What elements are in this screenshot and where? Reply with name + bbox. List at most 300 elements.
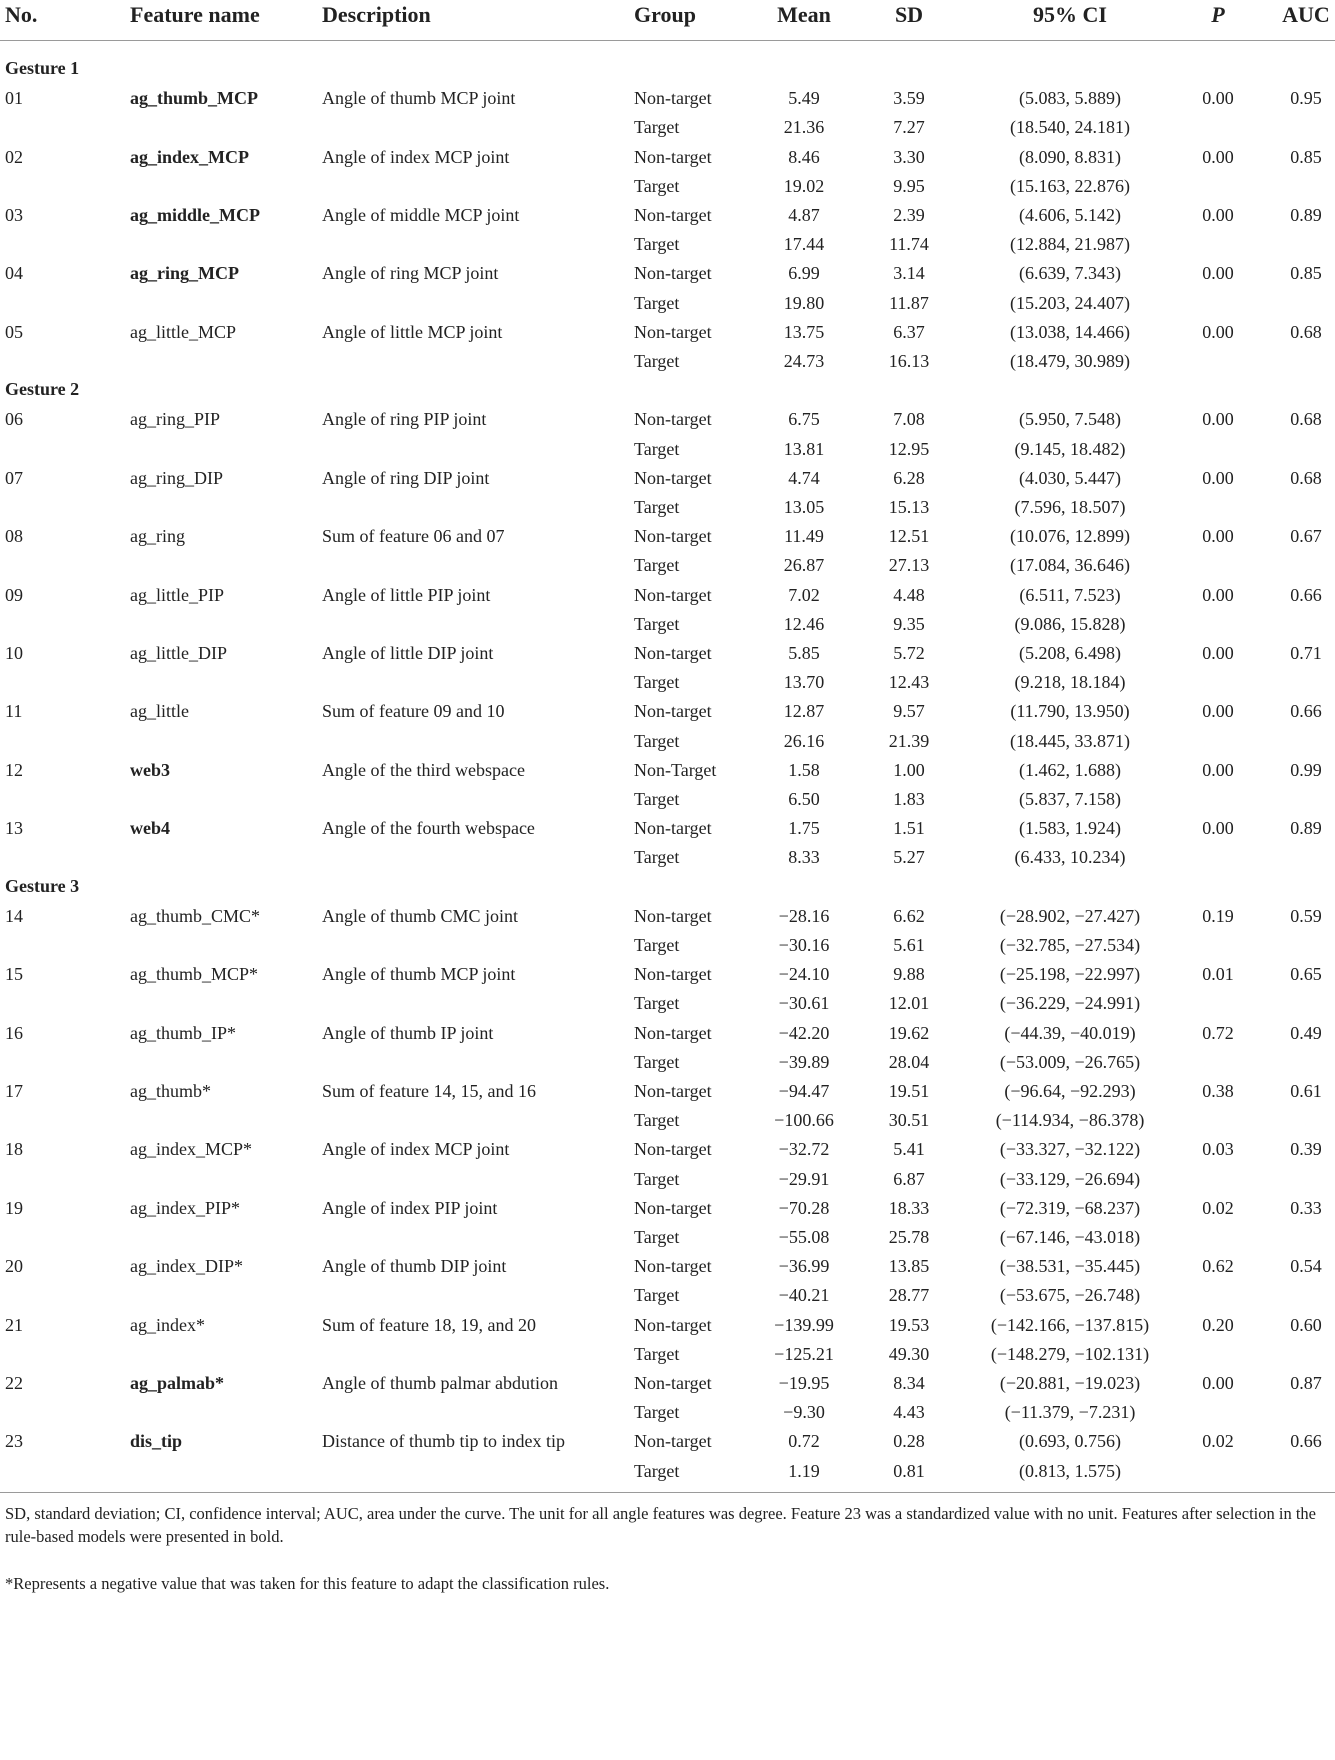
cell-mean: 1.58: [788, 759, 820, 780]
table-header: [0, 0, 1335, 42]
cell-feature-name: dis_tip: [130, 1431, 183, 1452]
cell-sd: 11.87: [889, 292, 929, 313]
header-group: Group: [634, 2, 696, 27]
cell-sd: 0.28: [893, 1431, 925, 1452]
cell-auc: 0.66: [1290, 584, 1322, 605]
cell-auc: 0.68: [1290, 409, 1322, 430]
table-row: [0, 934, 1335, 967]
cell-feature-name: ag_ring_DIP: [130, 467, 223, 488]
cell-auc: 0.65: [1290, 964, 1322, 985]
cell-group: Target: [634, 1343, 680, 1364]
section-label: Gesture 1: [5, 58, 80, 78]
cell-ci: (−38.531, −35.445): [999, 1256, 1141, 1277]
cell-sd: 21.39: [888, 730, 930, 751]
cell-mean: 13.70: [783, 672, 825, 693]
table-row: [0, 584, 1335, 617]
table-row: [0, 467, 1335, 500]
section-label: Gesture 3: [5, 875, 80, 896]
table-row: [0, 963, 1335, 996]
cell-p: 0.20: [1202, 1314, 1234, 1335]
cell-p: 0.72: [1202, 1022, 1234, 1043]
table-row: [0, 1284, 1335, 1317]
table-row: [0, 1168, 1335, 1201]
cell-feature-name: ag_little: [130, 701, 189, 722]
cell-sd: 27.13: [888, 555, 930, 576]
cell-description: Angle of little DIP joint: [322, 643, 494, 663]
cell-sd: 25.78: [888, 1227, 930, 1247]
cell-no: 16: [5, 1022, 23, 1043]
cell-mean: −24.10: [778, 964, 830, 985]
cell-group: Non-Target: [634, 759, 717, 780]
cell-description: Angle of little MCP joint: [322, 321, 503, 342]
header-ci: 95% CI: [1033, 2, 1107, 27]
cell-no: 14: [5, 905, 23, 926]
cell-mean: 26.16: [783, 730, 825, 751]
cell-description: Angle of thumb palmar abdution: [322, 1373, 558, 1393]
cell-mean: 13.75: [783, 321, 825, 342]
cell-group: Non-target: [634, 818, 712, 839]
cell-feature-name: ag_middle_MCP: [130, 205, 260, 225]
cell-sd: 28.04: [888, 1051, 930, 1072]
cell-group: Target: [634, 613, 680, 634]
cell-sd: 1.83: [893, 789, 925, 809]
cell-no: 02: [5, 146, 23, 167]
cell-ci: (13.038, 14.466): [1010, 321, 1130, 342]
footnote-asterisk: *Represents a negative value that was taken for this feature to adapt the classification rules.: [5, 1574, 610, 1593]
cell-sd: 5.61: [893, 935, 925, 955]
cell-p: 0.00: [1202, 643, 1234, 663]
cell-sd: 19.53: [888, 1314, 930, 1335]
cell-description: Angle of index PIP joint: [322, 1197, 498, 1218]
cell-auc: 0.49: [1290, 1022, 1322, 1043]
cell-ci: (−36.229, −24.991): [999, 993, 1141, 1014]
cell-mean: 12.87: [783, 701, 825, 722]
cell-description: Distance of thumb tip to index tip: [322, 1431, 565, 1452]
cell-sd: 3.30: [893, 146, 925, 167]
cell-mean: 19.80: [783, 292, 825, 313]
table-row: [0, 671, 1335, 704]
table-row: [0, 525, 1335, 558]
cell-mean: −19.95: [778, 1373, 830, 1393]
cell-no: 06: [5, 409, 23, 430]
cell-no: 13: [5, 818, 23, 839]
cell-sd: 5.27: [893, 847, 925, 868]
cell-ci: (11.790, 13.950): [1010, 701, 1130, 722]
cell-auc: 0.95: [1290, 88, 1322, 109]
cell-ci: (0.813, 1.575): [1019, 1460, 1121, 1481]
cell-group: Target: [634, 1285, 680, 1306]
table-row: [0, 846, 1335, 879]
cell-no: 23: [5, 1431, 23, 1452]
cell-sd: 30.51: [888, 1110, 930, 1131]
cell-p: 0.01: [1202, 964, 1234, 985]
cell-auc: 0.89: [1290, 205, 1322, 225]
footnote-abbreviations: SD, standard deviation; CI, confidence interval; AUC, area under the curve. The unit for all angle features was degree. Feature 23 was a standardized value with no unit. Features after selection in the rule-based models were presented in bold.: [5, 1504, 1316, 1546]
cell-group: Non-target: [634, 263, 712, 284]
cell-sd: 28.77: [888, 1285, 930, 1306]
cell-no: 22: [5, 1373, 23, 1393]
cell-sd: 3.14: [893, 263, 925, 284]
table-row: [0, 233, 1335, 266]
cell-group: Non-target: [634, 964, 712, 985]
cell-description: Sum of feature 14, 15, and 16: [322, 1081, 536, 1101]
cell-group: Non-target: [634, 321, 712, 342]
cell-feature-name: ag_ring: [130, 526, 185, 547]
cell-mean: 21.36: [783, 117, 825, 138]
cell-mean: −39.89: [778, 1051, 830, 1072]
table-row: [0, 146, 1335, 179]
cell-mean: −36.99: [778, 1256, 830, 1277]
header-auc: AUC: [1282, 2, 1330, 27]
cell-p: 0.00: [1202, 146, 1234, 167]
cell-sd: 7.27: [893, 117, 925, 138]
cell-mean: 13.05: [783, 497, 825, 517]
cell-mean: 5.85: [788, 643, 820, 663]
cell-feature-name: ag_little_DIP: [130, 643, 227, 663]
cell-ci: (4.606, 5.142): [1019, 205, 1121, 225]
cell-no: 08: [5, 526, 23, 547]
cell-mean: 8.46: [788, 146, 820, 167]
cell-sd: 19.62: [888, 1022, 930, 1043]
cell-ci: (−44.39, −40.019): [1004, 1022, 1136, 1043]
table-row: [0, 642, 1335, 675]
cell-no: 21: [5, 1314, 23, 1335]
cell-ci: (−53.009, −26.765): [999, 1051, 1141, 1072]
cell-no: 03: [5, 205, 23, 225]
table-row: [0, 292, 1335, 325]
header-description: Description: [322, 2, 431, 27]
cell-p: 0.00: [1202, 759, 1234, 780]
table-row: [0, 905, 1335, 938]
table-row: [0, 116, 1335, 149]
cell-ci: (−142.166, −137.815): [990, 1314, 1150, 1335]
cell-no: 11: [5, 701, 23, 722]
table-row: [0, 204, 1335, 237]
cell-feature-name: ag_thumb_IP*: [130, 1022, 236, 1043]
cell-mean: 7.02: [788, 584, 820, 605]
cell-auc: 0.66: [1290, 701, 1322, 722]
cell-sd: 16.13: [888, 351, 930, 371]
table-row: [0, 817, 1335, 850]
cell-sd: 2.39: [893, 205, 925, 225]
cell-sd: 1.00: [893, 759, 925, 780]
header-p: P: [1211, 2, 1225, 27]
table-row: [0, 1255, 1335, 1288]
cell-group: Target: [634, 438, 680, 459]
cell-ci: (−96.64, −92.293): [1004, 1081, 1136, 1101]
cell-p: 0.62: [1202, 1256, 1234, 1277]
cell-sd: 5.41: [893, 1139, 925, 1160]
table-row: [0, 1109, 1335, 1142]
cell-mean: −139.99: [774, 1314, 834, 1335]
cell-group: Non-target: [634, 205, 712, 225]
cell-ci: (18.540, 24.181): [1010, 117, 1130, 138]
cell-group: Target: [634, 292, 680, 313]
cell-ci: (−25.198, −22.997): [999, 964, 1141, 985]
cell-no: 10: [5, 643, 23, 663]
cell-ci: (12.884, 21.987): [1010, 234, 1130, 255]
table-row: [0, 554, 1335, 587]
cell-sd: 6.62: [893, 905, 925, 926]
cell-sd: 4.43: [893, 1402, 925, 1423]
cell-description: Angle of thumb MCP joint: [322, 88, 516, 109]
cell-description: Angle of index MCP joint: [322, 1139, 510, 1160]
cell-mean: −30.61: [778, 993, 830, 1014]
table-row: [0, 1343, 1335, 1376]
cell-group: Target: [634, 1168, 680, 1189]
cell-group: Target: [634, 935, 680, 955]
cell-ci: (9.218, 18.184): [1014, 672, 1126, 693]
cell-ci: (5.950, 7.548): [1019, 409, 1121, 430]
cell-group: Target: [634, 497, 680, 517]
cell-p: 0.19: [1202, 905, 1234, 926]
cell-p: 0.02: [1202, 1197, 1234, 1218]
cell-group: Non-target: [634, 146, 712, 167]
cell-mean: −28.16: [778, 905, 830, 926]
cell-description: Angle of ring PIP joint: [322, 409, 487, 430]
cell-sd: 13.85: [888, 1256, 930, 1277]
table-row: [0, 262, 1335, 295]
table-row: [0, 321, 1335, 354]
cell-mean: 13.81: [783, 438, 825, 459]
cell-mean: 12.46: [783, 613, 825, 634]
cell-p: 0.38: [1202, 1081, 1234, 1101]
cell-group: Target: [634, 1402, 680, 1423]
table-row: [0, 1372, 1335, 1405]
cell-mean: −100.66: [774, 1110, 834, 1131]
cell-auc: 0.71: [1290, 643, 1322, 663]
bottom-rule: [0, 1492, 1335, 1493]
cell-feature-name: ag_index_DIP*: [130, 1256, 243, 1277]
cell-description: Angle of thumb CMC joint: [322, 905, 519, 926]
cell-feature-name: ag_thumb_CMC*: [130, 905, 261, 926]
cell-group: Target: [634, 175, 680, 196]
cell-ci: (−53.675, −26.748): [999, 1285, 1141, 1306]
table-row: [0, 613, 1335, 646]
cell-sd: 18.33: [888, 1197, 930, 1218]
cell-mean: 8.33: [788, 847, 820, 868]
cell-description: Angle of middle MCP joint: [322, 205, 520, 225]
cell-sd: 15.13: [888, 497, 930, 517]
cell-p: 0.00: [1202, 526, 1234, 547]
cell-mean: 1.19: [788, 1460, 820, 1481]
cell-auc: 0.66: [1290, 1431, 1322, 1452]
table-row: [0, 1460, 1335, 1493]
cell-auc: 0.61: [1290, 1081, 1322, 1101]
cell-ci: (15.163, 22.876): [1010, 175, 1130, 196]
cell-description: Angle of the fourth webspace: [322, 818, 535, 839]
cell-sd: 6.28: [893, 467, 925, 488]
cell-auc: 0.67: [1290, 526, 1322, 547]
cell-sd: 12.01: [888, 993, 930, 1014]
cell-group: Non-target: [634, 1139, 712, 1160]
cell-mean: 26.87: [783, 555, 825, 576]
cell-mean: −42.20: [778, 1022, 830, 1043]
cell-group: Target: [634, 993, 680, 1014]
cell-mean: 17.44: [783, 234, 825, 255]
cell-no: 17: [5, 1081, 23, 1101]
table-row: [0, 992, 1335, 1025]
cell-auc: 0.85: [1290, 146, 1322, 167]
cell-ci: (6.433, 10.234): [1014, 847, 1126, 868]
cell-ci: (18.445, 33.871): [1010, 730, 1130, 751]
cell-group: Non-target: [634, 467, 712, 488]
cell-group: Non-target: [634, 1256, 712, 1277]
table-row: [0, 175, 1335, 208]
table-row: [0, 496, 1335, 529]
cell-ci: (6.639, 7.343): [1019, 263, 1121, 284]
cell-auc: 0.60: [1290, 1314, 1322, 1335]
cell-mean: 6.99: [788, 263, 820, 284]
cell-group: Non-target: [634, 701, 712, 722]
header-sd: SD: [894, 2, 924, 27]
cell-feature-name: ag_index_PIP*: [130, 1197, 240, 1218]
cell-p: 0.00: [1202, 205, 1234, 225]
table-row: [0, 1401, 1335, 1434]
cell-feature-name: ag_ring_MCP: [130, 263, 239, 284]
cell-p: 0.00: [1202, 321, 1234, 342]
cell-auc: 0.87: [1290, 1373, 1322, 1393]
cell-mean: −40.21: [778, 1285, 830, 1306]
cell-mean: 6.75: [788, 409, 820, 430]
header-no: No.: [5, 2, 38, 27]
table-row: [0, 1197, 1335, 1230]
table-row: [0, 730, 1335, 763]
cell-ci: (−32.785, −27.534): [999, 935, 1141, 955]
cell-sd: 11.74: [889, 234, 929, 255]
cell-description: Angle of ring DIP joint: [322, 467, 490, 488]
cell-auc: 0.85: [1290, 263, 1322, 284]
cell-group: Non-target: [634, 1081, 712, 1101]
cell-group: Non-target: [634, 1431, 712, 1452]
table-row: [0, 788, 1335, 821]
table-row: [0, 438, 1335, 471]
cell-description: Angle of ring MCP joint: [322, 263, 499, 284]
cell-auc: 0.59: [1290, 905, 1322, 926]
cell-ci: (−33.129, −26.694): [999, 1168, 1141, 1189]
table-row: [0, 1138, 1335, 1171]
cell-sd: 5.72: [893, 643, 925, 663]
cell-auc: 0.89: [1290, 818, 1322, 839]
cell-sd: 12.51: [888, 526, 930, 547]
cell-ci: (5.083, 5.889): [1019, 88, 1121, 109]
cell-sd: 8.34: [893, 1373, 925, 1393]
cell-mean: −9.30: [783, 1402, 825, 1423]
cell-no: 20: [5, 1256, 23, 1277]
cell-description: Sum of feature 06 and 07: [322, 526, 505, 547]
header-mean: Mean: [777, 2, 831, 27]
cell-mean: 6.50: [788, 789, 820, 809]
table-row: [0, 87, 1335, 120]
cell-group: Non-target: [634, 1314, 712, 1335]
cell-group: Target: [634, 847, 680, 868]
cell-group: Non-target: [634, 1373, 712, 1393]
cell-sd: 9.35: [893, 613, 925, 634]
cell-ci: (−148.279, −102.131): [990, 1343, 1150, 1364]
cell-ci: (1.462, 1.688): [1019, 759, 1121, 780]
cell-ci: (0.693, 0.756): [1019, 1431, 1121, 1452]
cell-ci: (6.511, 7.523): [1019, 584, 1121, 605]
cell-ci: (−20.881, −19.023): [999, 1373, 1141, 1393]
cell-ci: (−33.327, −32.122): [999, 1139, 1141, 1160]
cell-feature-name: ag_thumb_MCP: [130, 88, 259, 109]
cell-sd: 3.59: [893, 88, 925, 109]
cell-no: 12: [5, 759, 23, 780]
cell-mean: −29.91: [778, 1168, 830, 1189]
cell-sd: 19.51: [888, 1081, 930, 1101]
table-row: [0, 700, 1335, 733]
cell-description: Angle of thumb IP joint: [322, 1022, 494, 1043]
cell-sd: 9.88: [893, 964, 925, 985]
table-row: [0, 408, 1335, 441]
table-row: [0, 1430, 1335, 1463]
cell-feature-name: ag_index*: [130, 1314, 205, 1335]
cell-mean: −125.21: [774, 1343, 834, 1364]
cell-description: Angle of thumb DIP joint: [322, 1256, 507, 1277]
table-row: [0, 350, 1335, 383]
cell-group: Target: [634, 730, 680, 751]
cell-ci: (1.583, 1.924): [1019, 818, 1121, 839]
header-rule: [0, 40, 1335, 41]
cell-auc: 0.99: [1290, 759, 1322, 780]
cell-no: 07: [5, 467, 23, 488]
cell-auc: 0.39: [1290, 1139, 1322, 1160]
cell-ci: (10.076, 12.899): [1010, 526, 1130, 547]
cell-sd: 9.57: [893, 701, 925, 722]
cell-auc: 0.54: [1290, 1256, 1322, 1277]
cell-mean: 24.73: [783, 351, 825, 371]
cell-mean: 4.74: [788, 467, 820, 488]
cell-no: 15: [5, 964, 23, 985]
cell-feature-name: ag_index_MCP*: [130, 1139, 253, 1160]
cell-description: Angle of little PIP joint: [322, 584, 491, 605]
cell-ci: (8.090, 8.831): [1019, 146, 1121, 167]
cell-group: Target: [634, 1460, 680, 1481]
cell-ci: (7.596, 18.507): [1014, 497, 1126, 517]
cell-group: Target: [634, 351, 680, 371]
cell-group: Non-target: [634, 643, 712, 663]
cell-ci: (−72.319, −68.237): [999, 1197, 1141, 1218]
table-row: [0, 1226, 1335, 1259]
cell-description: Sum of feature 09 and 10: [322, 701, 505, 722]
cell-group: Non-target: [634, 88, 712, 109]
cell-group: Target: [634, 1110, 680, 1131]
cell-mean: 5.49: [788, 88, 820, 109]
cell-p: 0.02: [1202, 1431, 1234, 1452]
cell-ci: (−11.379, −7.231): [1004, 1402, 1136, 1423]
section-label: Gesture 2: [5, 379, 80, 400]
cell-mean: 11.49: [784, 526, 824, 547]
cell-feature-name: web3: [130, 759, 170, 780]
cell-sd: 12.95: [888, 438, 930, 459]
cell-sd: 0.81: [893, 1460, 925, 1481]
cell-auc: 0.68: [1290, 321, 1322, 342]
cell-sd: 49.30: [888, 1343, 930, 1364]
cell-group: Target: [634, 672, 680, 693]
cell-group: Target: [634, 234, 680, 255]
cell-ci: (−28.902, −27.427): [999, 905, 1141, 926]
cell-ci: (17.084, 36.646): [1010, 555, 1130, 576]
cell-sd: 1.51: [893, 818, 925, 839]
cell-sd: 6.37: [893, 321, 925, 342]
cell-ci: (−114.934, −86.378): [995, 1110, 1145, 1131]
cell-no: 05: [5, 321, 23, 342]
cell-group: Target: [634, 1051, 680, 1072]
table-row: [0, 1080, 1335, 1113]
cell-feature-name: ag_little_MCP: [130, 321, 237, 342]
cell-p: 0.00: [1202, 701, 1234, 722]
cell-group: Non-target: [634, 584, 712, 605]
